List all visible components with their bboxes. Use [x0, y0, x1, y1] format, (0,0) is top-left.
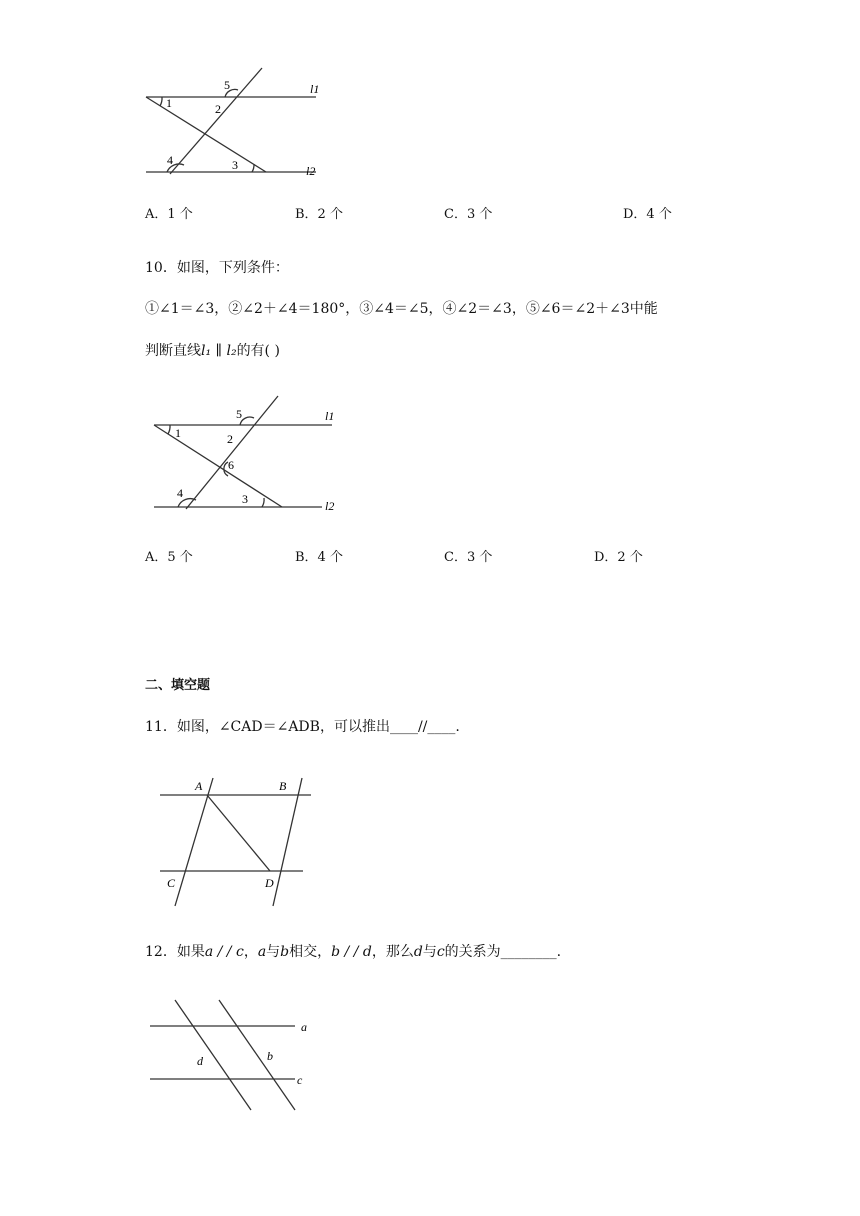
q10-option-a[interactable]: A．5 个 — [145, 550, 193, 565]
q11-stem: 11．如图，∠CAD＝∠ADB，可以推出____//____. — [145, 719, 460, 735]
q12-var-a: a — [257, 944, 267, 960]
q10-figure — [150, 392, 350, 522]
q10-tail-before: 判断直线 — [145, 343, 201, 359]
q12-stem-end: 的关系为________. — [444, 944, 562, 960]
q9-label-l2: l2 — [306, 164, 316, 178]
q12-stem — [145, 942, 561, 962]
q9-label-2: 2 — [215, 102, 221, 116]
q11-point-d: D — [265, 876, 274, 890]
q12-var-b: b — [280, 944, 290, 960]
q10-transversal-2 — [186, 396, 278, 509]
q11-point-b: B — [279, 779, 287, 793]
q10-label-l2: l2 — [325, 499, 335, 513]
q10-label-5: 5 — [236, 407, 242, 421]
q10-label-2: 2 — [227, 432, 233, 446]
q11-line-ad — [207, 795, 270, 871]
q12-line-d — [175, 1000, 251, 1110]
q12-sep-1: ， — [243, 944, 258, 960]
q9-label-4: 4 — [167, 153, 173, 167]
q10-label-l1: l1 — [325, 409, 335, 423]
q12-word-with-2: 与 — [422, 944, 437, 960]
q12-label-b: b — [267, 1049, 273, 1063]
q10-label-1: 1 — [175, 426, 181, 440]
q11-line-ac — [175, 778, 213, 906]
q9-option-c[interactable]: C．3 个 — [444, 207, 493, 222]
q10-label-3: 3 — [242, 492, 248, 506]
q10-tail-l2: l₂ — [226, 343, 237, 359]
q12-word-then: ，那么 — [371, 944, 414, 960]
q12-rel-b-d: b / / d — [331, 944, 372, 960]
q10-label-4: 4 — [177, 486, 183, 500]
q12-figure — [145, 995, 325, 1120]
q9-option-b[interactable]: B．2 个 — [295, 207, 343, 222]
q12-var-d: d — [413, 944, 423, 960]
q9-figure — [140, 62, 340, 184]
q9-option-d[interactable]: D．4 个 — [623, 207, 672, 222]
q10-tail-after: 的有( ) — [236, 343, 280, 359]
q12-line-b — [219, 1000, 295, 1110]
q10-option-d[interactable]: D．2 个 — [594, 550, 643, 565]
q12-label-c: c — [297, 1073, 303, 1087]
q10-option-c[interactable]: C．3 个 — [444, 550, 493, 565]
q12-stem-start: 12．如果 — [145, 944, 205, 960]
q12-word-with-1: 与 — [266, 944, 281, 960]
q9-option-a[interactable]: A．1 个 — [145, 207, 193, 222]
q10-option-b[interactable]: B．4 个 — [295, 550, 343, 565]
q10-tail — [145, 341, 280, 361]
q12-rel-a-c: a / / c — [204, 944, 244, 960]
section-title-fill-blank: 二、填空题 — [145, 678, 211, 693]
q11-figure — [155, 772, 320, 912]
q12-var-c: c — [436, 944, 445, 960]
q9-label-1: 1 — [166, 96, 172, 110]
q10-transversal-1 — [154, 425, 282, 507]
q10-tail-l1: l₁ — [201, 343, 212, 359]
q9-label-5: 5 — [224, 78, 230, 92]
q12-word-intersect: 相交， — [289, 944, 332, 960]
q9-label-l1: l1 — [310, 82, 320, 96]
q9-label-3: 3 — [232, 158, 238, 172]
q10-stem: 10．如图，下列条件： — [145, 260, 289, 276]
q12-label-d: d — [197, 1054, 203, 1068]
q11-point-c: C — [167, 876, 176, 890]
q9-transversal-1 — [146, 97, 266, 172]
q11-point-a: A — [195, 779, 203, 793]
q10-tail-parallel: ∥ — [211, 343, 227, 359]
q11-line-bd — [273, 778, 302, 906]
q12-label-a: a — [301, 1020, 307, 1034]
q10-conditions: ①∠1＝∠3，②∠2＋∠4＝180°，③∠4＝∠5，④∠2＝∠3，⑤∠6＝∠2＋∠3中能 — [145, 301, 658, 317]
q10-label-6: 6 — [228, 458, 234, 472]
